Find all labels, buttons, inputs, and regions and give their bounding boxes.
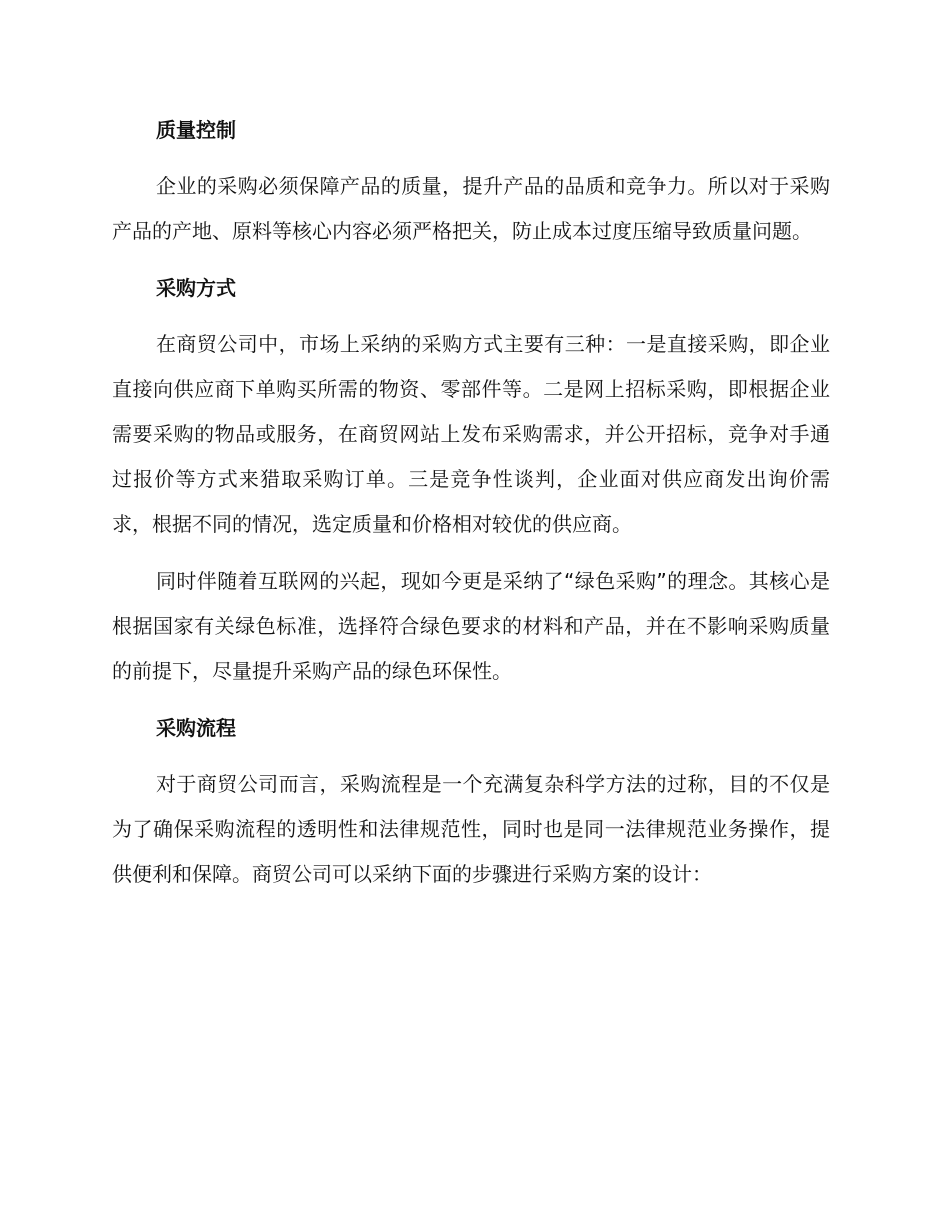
section-heading-procurement-process: 采购流程 <box>156 716 236 740</box>
section-heading-quality-control: 质量控制 <box>156 118 236 142</box>
paragraph-green-procurement: 同时伴随着互联网的兴起，现如今更是采纳了“绿色采购”的理念。其核心是根据国家有关绿色标准，选择符合绿色要求的材料和产品，并在不影响采购质量的前提下，尽量提升采购产品的绿色环保性。 <box>112 569 830 683</box>
paragraph-quality-control: 企业的采购必须保障产品的质量，提升产品的品质和竞争力。所以对于采购产品的产地、原料等核心内容必须严格把关，防止成本过度压缩导致质量问题。 <box>112 174 830 243</box>
section-heading-procurement-methods: 采购方式 <box>156 276 236 300</box>
paragraph-procurement-process: 对于商贸公司而言，采购流程是一个充满复杂科学方法的过称，目的不仅是为了确保采购流程的透明性和法律规范性，同时也是同一法律规范业务操作，提供便利和保障。商贸公司可以采纳下面的步骤进行采购方案的设计： <box>112 772 830 886</box>
document-page <box>112 108 830 909</box>
paragraph-procurement-methods: 在商贸公司中，市场上采纳的采购方式主要有三种：一是直接采购，即企业直接向供应商下单购买所需的物资、零部件等。二是网上招标采购，即根据企业需要采购的物品或服务，在商贸网站上发布采购需求，并公开招标，竞争对手通过报价等方式来猎取采购订单。三是竞争性谈判，企业面对供应商发出询价需求，根据不同的情况，选定质量和价格相对较优的供应商。 <box>112 332 830 536</box>
